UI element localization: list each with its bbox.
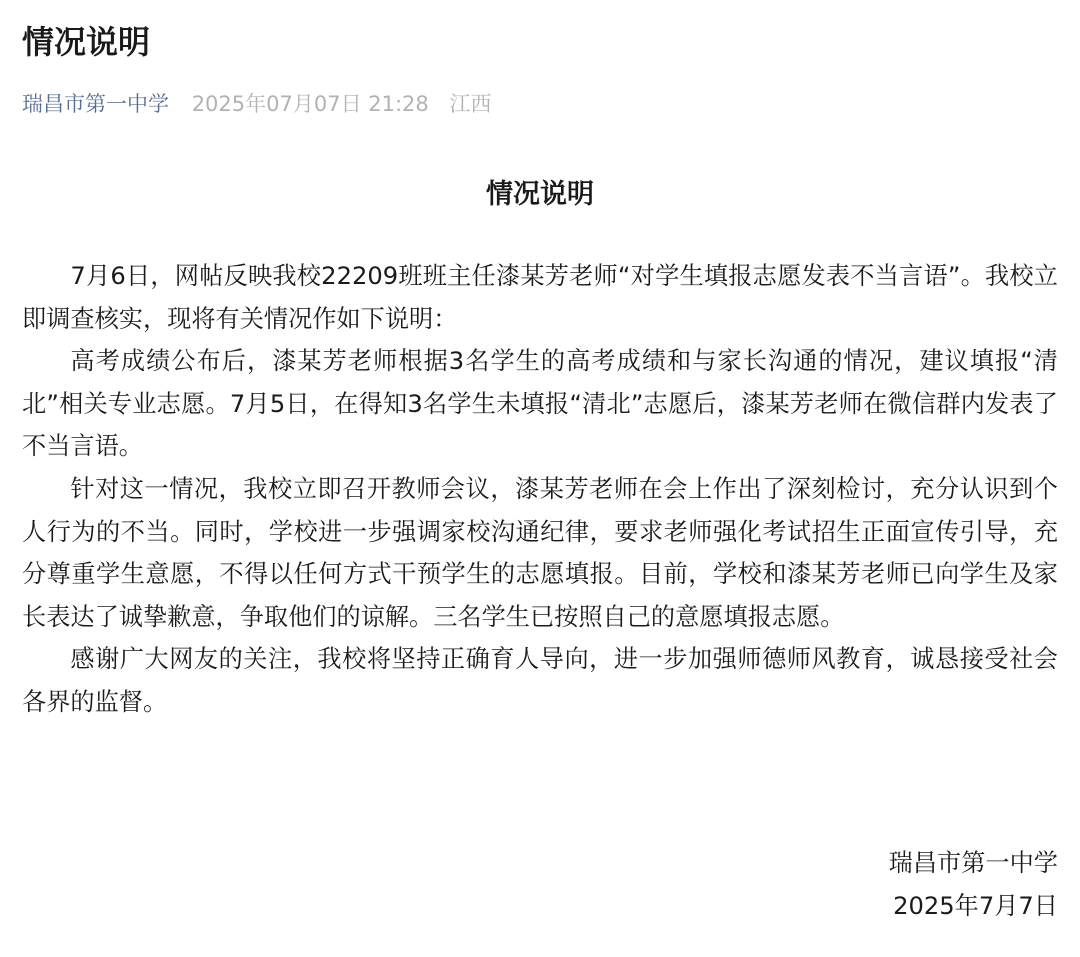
paragraph: 高考成绩公布后，漆某芳老师根据3名学生的高考成绩和与家长沟通的情况，建议填报“清北”相关专业志愿。7月5日，在得知3名学生未填报“清北”志愿后，漆某芳老师在微信群内发表了不当言语。 [22,347,1058,461]
article-title: 情况说明 [22,23,151,61]
author-link[interactable]: 瑞昌市第一中学 [22,92,169,116]
signature-date: 2025年7月7日 [893,891,1058,920]
publish-location: 江西 [449,92,492,116]
article-meta [22,89,1058,119]
publish-time: 2025年07月07日 21:28 [191,92,429,116]
signature [889,842,1058,927]
paragraph: 7月6日，网帖反映我校22209班班主任漆某芳老师“对学生填报志愿发表不当言语”。我校立即调查核实，现将有关情况作如下说明： [22,262,1058,333]
paragraph: 针对这一情况，我校立即召开教师会议，漆某芳老师在会上作出了深刻检讨，充分认识到个人行为的不当。同时，学校进一步强调家校沟通纪律，要求老师强化考试招生正面宣传引导，充分尊重学生意愿，不得以任何方式干预学生的志愿填报。目前，学校和漆某芳老师已向学生及家长表达了诚挚歉意，争取他们的谅解。三名学生已按照自己的意愿填报志愿。 [22,474,1058,631]
content-heading: 情况说明 [486,179,594,210]
paragraph: 感谢广大网友的关注，我校将坚持正确育人导向，进一步加强师德师风教育，诚恳接受社会各界的监督。 [22,645,1058,716]
content-body [22,255,1058,724]
signature-organization: 瑞昌市第一中学 [888,849,1058,877]
article [22,0,1058,724]
